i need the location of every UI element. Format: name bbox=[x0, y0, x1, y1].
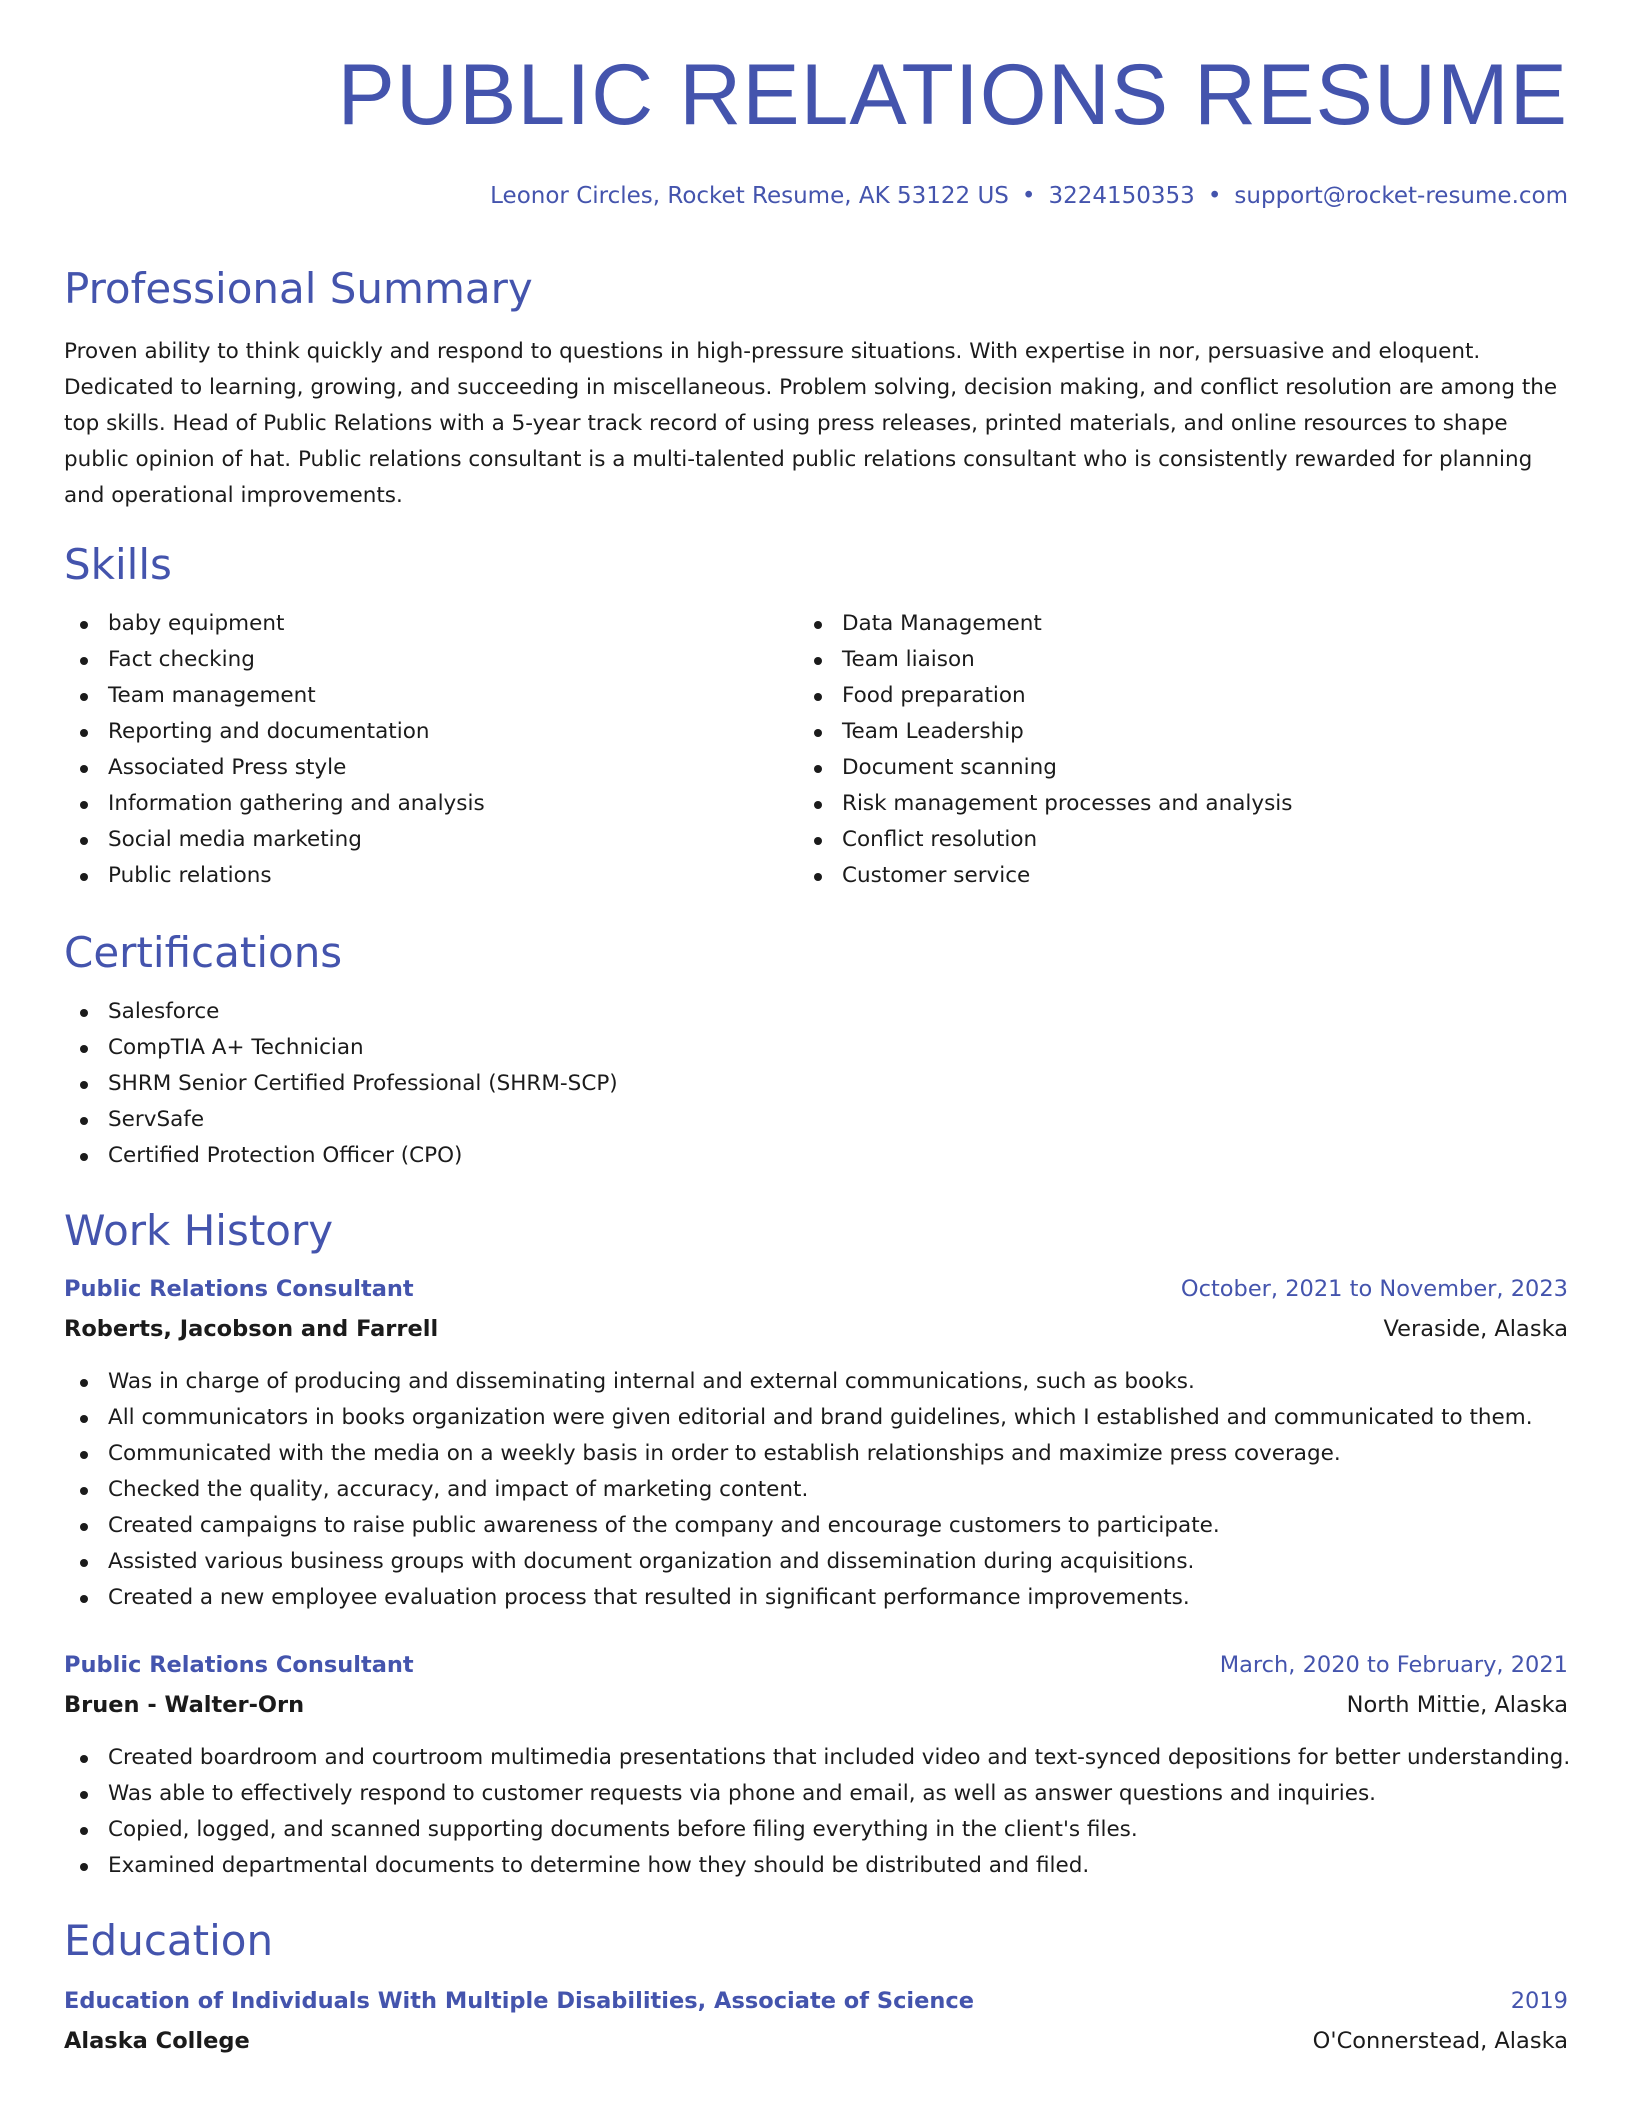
skill-item: Document scanning bbox=[798, 750, 1558, 786]
separator-dot: • bbox=[1207, 183, 1222, 209]
skill-item: Team management bbox=[64, 678, 784, 714]
certifications-list bbox=[64, 994, 1064, 1174]
skills-list-right bbox=[798, 606, 1558, 894]
education-heading: Education bbox=[64, 1916, 274, 1965]
skill-item: Associated Press style bbox=[64, 750, 784, 786]
job-duties-list bbox=[64, 1740, 1571, 1884]
skills-heading: Skills bbox=[64, 540, 172, 589]
job-dates: October, 2021 to November, 2023 bbox=[1180, 1276, 1568, 1302]
separator-dot: • bbox=[1021, 183, 1036, 209]
skill-item: Reporting and documentation bbox=[64, 714, 784, 750]
job-duty: Assisted various business groups with document organization and dissemination during acquisitions. bbox=[64, 1544, 1568, 1580]
degree-name: Education of Individuals With Multiple Disabilities, Associate of Science bbox=[64, 1988, 974, 2014]
job-duty: Copied, logged, and scanned supporting documents before filing everything in the client's files. bbox=[64, 1812, 1568, 1848]
summary-heading: Professional Summary bbox=[64, 264, 533, 313]
job-location: North Mittie, Alaska bbox=[1346, 1692, 1568, 1718]
school-location: O'Connerstead, Alaska bbox=[1312, 2028, 1568, 2054]
job-duty: Was in charge of producing and disseminating internal and external communications, such as books. bbox=[64, 1364, 1568, 1400]
company-name: Roberts, Jacobson and Farrell bbox=[64, 1316, 439, 1342]
work-history-heading: Work History bbox=[64, 1206, 334, 1255]
job-duty: Communicated with the media on a weekly basis in order to establish relationships and maximize press coverage. bbox=[64, 1436, 1568, 1472]
education-header bbox=[64, 1988, 1568, 2014]
skill-item: Team Leadership bbox=[798, 714, 1558, 750]
certification-item: ServSafe bbox=[64, 1102, 1064, 1138]
job-duty: Checked the quality, accuracy, and impact of marketing content. bbox=[64, 1472, 1568, 1508]
skill-item: Food preparation bbox=[798, 678, 1558, 714]
contact-address: Leonor Circles, Rocket Resume, AK 53122 US bbox=[490, 183, 1009, 209]
certifications-heading: Certifications bbox=[64, 928, 343, 977]
job-dates: March, 2020 to February, 2021 bbox=[1219, 1652, 1568, 1678]
certification-item: Salesforce bbox=[64, 994, 1064, 1030]
skill-item: Data Management bbox=[798, 606, 1558, 642]
job-duty: Created campaigns to raise public awareness of the company and encourage customers to participate. bbox=[64, 1508, 1568, 1544]
job-header bbox=[64, 1276, 1568, 1302]
certification-item: Certified Protection Officer (CPO) bbox=[64, 1138, 1064, 1174]
summary-text: Proven ability to think quickly and respond to questions in high-pressure situations. With expertise in nor, persuasive and eloquent. Dedicated to learning, growing, and succeeding in miscellaneous. Problem solving, decision making, and conflict resolution are among the top skills. Head of Public Relations with a 5-year track record of using press releases, printed materials, and online resources to shape public opinion of hat. Public relations consultant is a multi-talented public relations consultant who is consistently rewarded for planning and operational improvements. bbox=[64, 339, 1558, 508]
skill-item: Team liaison bbox=[798, 642, 1558, 678]
job-duty: Created a new employee evaluation process that resulted in significant performance improvements. bbox=[64, 1580, 1568, 1616]
skills-list-left bbox=[64, 606, 784, 894]
job-duty: Was able to effectively respond to customer requests via phone and email, as well as answer questions and inquiries. bbox=[64, 1776, 1568, 1812]
skill-item: Fact checking bbox=[64, 642, 784, 678]
skill-item: Public relations bbox=[64, 858, 784, 894]
graduation-year: 2019 bbox=[1510, 1988, 1568, 2014]
contact-email: support@rocket-resume.com bbox=[1234, 183, 1568, 209]
education-school bbox=[64, 2028, 1568, 2054]
job-duty: Examined departmental documents to determine how they should be distributed and filed. bbox=[64, 1848, 1568, 1884]
job-employer bbox=[64, 1692, 1568, 1718]
skill-item: Information gathering and analysis bbox=[64, 786, 784, 822]
certification-item: SHRM Senior Certified Professional (SHRM-SCP) bbox=[64, 1066, 1064, 1102]
skill-item: baby equipment bbox=[64, 606, 784, 642]
job-header bbox=[64, 1652, 1568, 1678]
job-duty: Created boardroom and courtroom multimedia presentations that included video and text-synced depositions for better understanding. bbox=[64, 1740, 1568, 1776]
school-name: Alaska College bbox=[64, 2028, 250, 2054]
job-title: Public Relations Consultant bbox=[64, 1652, 414, 1678]
contact-phone: 3224150353 bbox=[1048, 183, 1195, 209]
skill-item: Conflict resolution bbox=[798, 822, 1558, 858]
certification-item: CompTIA A+ Technician bbox=[64, 1030, 1064, 1066]
job-employer bbox=[64, 1316, 1568, 1342]
company-name: Bruen - Walter-Orn bbox=[64, 1692, 305, 1718]
job-title: Public Relations Consultant bbox=[64, 1276, 414, 1302]
contact-line bbox=[490, 183, 1568, 209]
job-duty: All communicators in books organization were given editorial and brand guidelines, which I established and communicated to them. bbox=[64, 1400, 1568, 1436]
skill-item: Risk management processes and analysis bbox=[798, 786, 1558, 822]
skill-item: Customer service bbox=[798, 858, 1558, 894]
resume-title: PUBLIC RELATIONS RESUME bbox=[337, 47, 1568, 143]
job-location: Veraside, Alaska bbox=[1383, 1316, 1568, 1342]
skill-item: Social media marketing bbox=[64, 822, 784, 858]
job-duties-list bbox=[64, 1364, 1568, 1616]
